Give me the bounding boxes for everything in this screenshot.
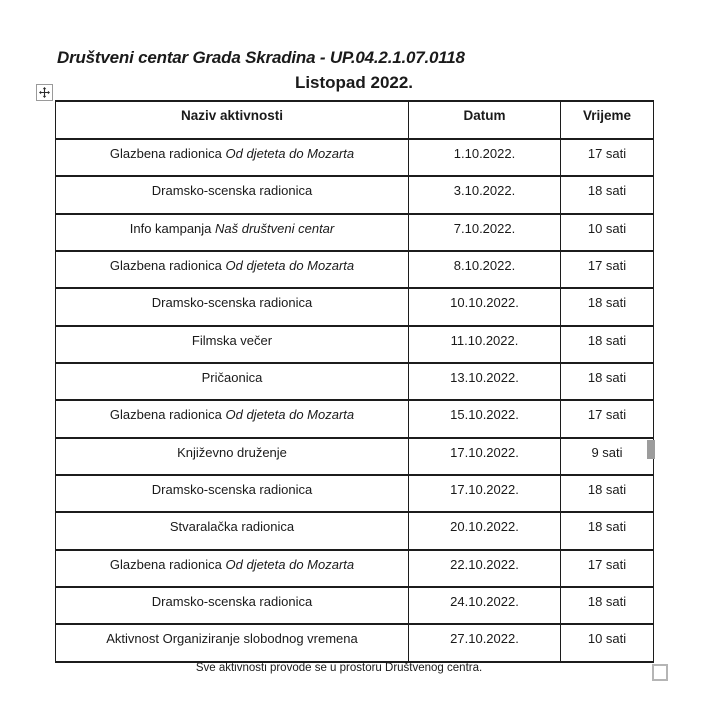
activity-name-cell [56,176,409,213]
table-row [56,550,654,587]
table-resize-handle[interactable] [652,664,668,681]
table-row [56,214,654,251]
datum-cell: 3.10.2022. [409,176,561,213]
datum-cell: 27.10.2022. [409,624,561,661]
activity-name-text: Glazbena radionica [109,556,226,572]
activity-name-cell [56,363,409,400]
table-row [56,176,654,213]
vrijeme-cell: 10 sati [561,624,654,661]
activity-name-text: Aktivnost Organiziranje slobodnog vremena [106,631,358,647]
table-row [56,139,654,176]
vrijeme-cell: 18 sati [561,326,654,363]
table-row [56,288,654,325]
datum-cell: 15.10.2022. [409,400,561,437]
activity-name-cell [56,624,409,661]
datum-cell: 17.10.2022. [409,475,561,512]
activity-name-text: Pričaonica [201,369,263,385]
activity-name-cell [56,438,409,475]
activity-name-cell [56,475,409,512]
activity-name-cell [56,251,409,288]
activity-name-cell [56,587,409,624]
activity-name-cell [56,326,409,363]
vrijeme-cell: 17 sati [561,251,654,288]
table-row [56,326,654,363]
column-header-vrijeme: Vrijeme [561,101,654,139]
activities-table [55,100,654,663]
activity-name-italic-text: Od djeteta do Mozarta [225,146,355,161]
activity-name-cell [56,139,409,176]
datum-cell: 20.10.2022. [409,512,561,549]
activity-name-cell [56,400,409,437]
activity-name-text: Stvaralačka radionica [169,519,295,535]
vrijeme-cell: 9 sati [561,438,654,475]
activity-name-cell [56,550,409,587]
vrijeme-cell: 10 sati [561,214,654,251]
table-row [56,400,654,437]
vrijeme-cell: 18 sati [561,176,654,213]
activity-name-italic-text: Naš društveni centar [215,220,335,236]
datum-cell: 1.10.2022. [409,139,561,176]
activity-name-text: Filmska večer [191,332,273,348]
table-row [56,587,654,624]
footer-note: Sve aktivnosti provode se u prostoru Društvenog centra. [195,662,483,674]
activity-name-text: Književno druženje [177,444,287,460]
table-row [56,512,654,549]
table-header-row [56,101,654,139]
datum-cell: 22.10.2022. [409,550,561,587]
activity-name-italic-text: Od djeteta do Mozarta [225,407,355,423]
datum-cell: 10.10.2022. [409,288,561,325]
table-row [56,475,654,512]
datum-cell: 8.10.2022. [409,251,561,288]
activity-name-text: Dramsko-scenska radionica [151,183,313,199]
activity-name-text: Glazbena radionica [109,257,226,273]
activity-name-italic-text: Od djeteta do Mozarta [225,556,355,572]
activity-name-text: Glazbena radionica [109,407,226,423]
vrijeme-cell: 18 sati [561,475,654,512]
table-row [56,438,654,475]
activity-name-cell [56,512,409,549]
vrijeme-cell: 18 sati [561,288,654,325]
vrijeme-cell: 18 sati [561,363,654,400]
vrijeme-cell: 17 sati [561,400,654,437]
vrijeme-cell: 18 sati [561,587,654,624]
datum-cell: 7.10.2022. [409,214,561,251]
table-row [56,251,654,288]
activity-name-text: Glazbena radionica [109,146,226,161]
document-title: Društveni centar Grada Skradina - UP.04.2.1.07.0118 [57,48,465,67]
table-row [56,363,654,400]
activity-name-cell [56,288,409,325]
move-cross-icon [39,87,50,98]
activity-name-text: Dramsko-scenska radionica [151,295,313,311]
column-header-datum: Datum [409,101,561,139]
activity-name-text: Dramsko-scenska radionica [151,593,313,609]
activity-name-text: Info kampanja [129,220,216,236]
table-border-drag-artifact [647,440,655,459]
vrijeme-cell: 17 sati [561,550,654,587]
table-move-handle[interactable] [36,84,53,101]
datum-cell: 13.10.2022. [409,363,561,400]
activity-name-italic-text: Od djeteta do Mozarta [225,257,355,273]
vrijeme-cell: 17 sati [561,139,654,176]
table-row [56,624,654,661]
datum-cell: 24.10.2022. [409,587,561,624]
datum-cell: 17.10.2022. [409,438,561,475]
vrijeme-cell: 18 sati [561,512,654,549]
activity-name-text: Dramsko-scenska radionica [151,481,313,497]
datum-cell: 11.10.2022. [409,326,561,363]
activity-name-cell [56,214,409,251]
column-header-naziv-aktivnosti: Naziv aktivnosti [56,101,409,139]
document-subtitle: Listopad 2022. [294,73,414,92]
